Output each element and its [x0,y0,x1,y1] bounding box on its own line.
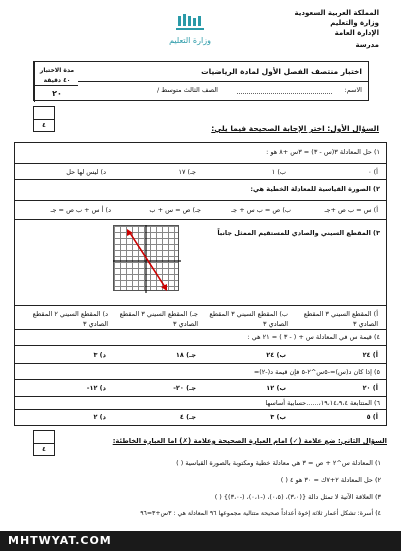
graph-box [105,221,185,301]
ministry-label: وزارة والتعليم [330,19,379,27]
q2-statement-4: ٤) أسرة: تشكل أعمار ثلاثة إخوة أعداداً صحيحة متتالية مجموعها ٩٦ المعادلة هي : ٣س+٣=٩٦ [140,510,381,517]
name-label: الاسم: [344,86,362,94]
q4-option-c[interactable]: جـ) ١٨ [175,351,196,359]
q2-option-b[interactable]: ب) ص = ب س + جـ [231,206,291,214]
q2-score-box [33,430,55,456]
exam-title: اختبار منتصف الفصل الأول لمادة الرياضيات [201,67,362,76]
duration-label: مدة الاختبار [39,67,75,74]
q3-option-a[interactable]: أ) المقطع السيني ٣ المقطع الصادي ٣ [303,310,378,329]
logo-text: وزارة التعليم [169,36,211,45]
total-score: ٢٠ [52,89,62,98]
admin-label: الإدارة العامة [334,29,379,37]
question-2: ٢) الصورة القياسية للمعادلة الخطية هي: [250,185,380,193]
q1-title: السؤال الأول: اختر الإجابة الصحيحة فيما يلي: [211,124,379,133]
q1-option-d[interactable]: د) ليس لها حل [66,168,106,176]
q2-statement-3: ٣) العلاقة الآتية لا تمثل دالة {(٣،٠)، (٠،٥)، (-٠،١)، (-٣،٠)} ( ) [214,493,381,501]
grade-label: الصف الثالث متوسط / [156,86,218,94]
q2-title: السؤال الثاني: ضع علامة (✓) امام العبارة الصحيحة وعلامة (✗) اما العبارة الخاطئة: [112,437,387,445]
q4-option-d[interactable]: د) ٣ [93,351,106,359]
q6-option-c[interactable]: جـ) ٤ [179,413,196,421]
q6-option-d[interactable]: د) ٢ [93,413,106,421]
q1-option-c[interactable]: جـ) ١٧ [178,168,196,176]
question-5: ٥) إذا كان د(س)=-٥س^٢-٥ فإن قيمة د(-٢)= [253,368,380,376]
q6-option-a[interactable]: أ) ٥ [366,413,378,421]
q2-option-c[interactable]: جـ) ص = س + ب [149,206,201,214]
q2-option-a[interactable]: أ) س = ب ص +جـ [324,206,378,214]
q2-statement-2: ٢) حل المعادلة ٢+٧ك = ٣٠ هو ٤ ( ) [280,476,381,484]
kingdom-label: المملكة العربية السعودية [294,9,379,17]
q2-score: ٤ [42,446,46,453]
graph-line-icon [105,221,185,301]
ministry-logo [150,14,230,54]
q6-option-b[interactable]: ب) ٣ [270,413,286,421]
q1-option-b[interactable]: ب) ١ [271,168,286,176]
q2-option-d[interactable]: د) أ س + ب ص = جـ [50,206,111,214]
question-1: ١) حل المعادلة ٣(س - ٣) = ٣س +٨ هو : [266,148,380,156]
q1-option-a[interactable]: أ) ٠ [368,168,378,176]
student-name-field[interactable] [237,93,332,94]
q3-option-b[interactable]: ب) المقطع السيني ٣ المقطع الصادي ٣ [209,310,288,329]
q4-option-a[interactable]: أ) ٢٤ [362,351,378,359]
question-6: ٦) المتتابعة ١٩،١٤،٩،٤،......حسابية أساسها [265,399,380,407]
q1-table [14,142,387,426]
q2-statement-1: ١) المعادلة س^٢ + ص = ٣ هي معادلة خطية ومكتوبة بالصورة القياسية ( ) [176,459,381,467]
duration-value: ٤٠ دقيقة [43,77,71,84]
question-4: ٤) قيمة س في المعادلة س + ( - ٣ ) = ٢١ هي : [247,333,380,341]
site-watermark: MHTWYAT.COM [8,534,112,547]
q4-option-b[interactable]: ب) ٢٤ [266,351,286,359]
q5-option-c[interactable]: جـ) ٢٠- [173,384,196,392]
q5-option-d[interactable]: د) ١٢- [86,384,106,392]
footer-bar [0,531,401,551]
q3-option-c[interactable]: جـ) المقطع السيني ٣ المقطع الصادي ٣ [119,310,198,329]
q5-option-a[interactable]: أ) ٢٠ [362,384,378,392]
q5-option-b[interactable]: ب) ١٢ [266,384,286,392]
q1-score-box [33,106,55,132]
exam-header-table [33,61,369,101]
q1-score: ٤ [42,122,46,129]
school-label: مدرسة [355,41,379,49]
q3-option-d[interactable]: د) المقطع السيني ٢ المقطع الصادي ٣ [32,310,108,329]
question-3: ٣) المقطع السيني والصادي للمستقيم الممثل جانباً [217,229,380,237]
